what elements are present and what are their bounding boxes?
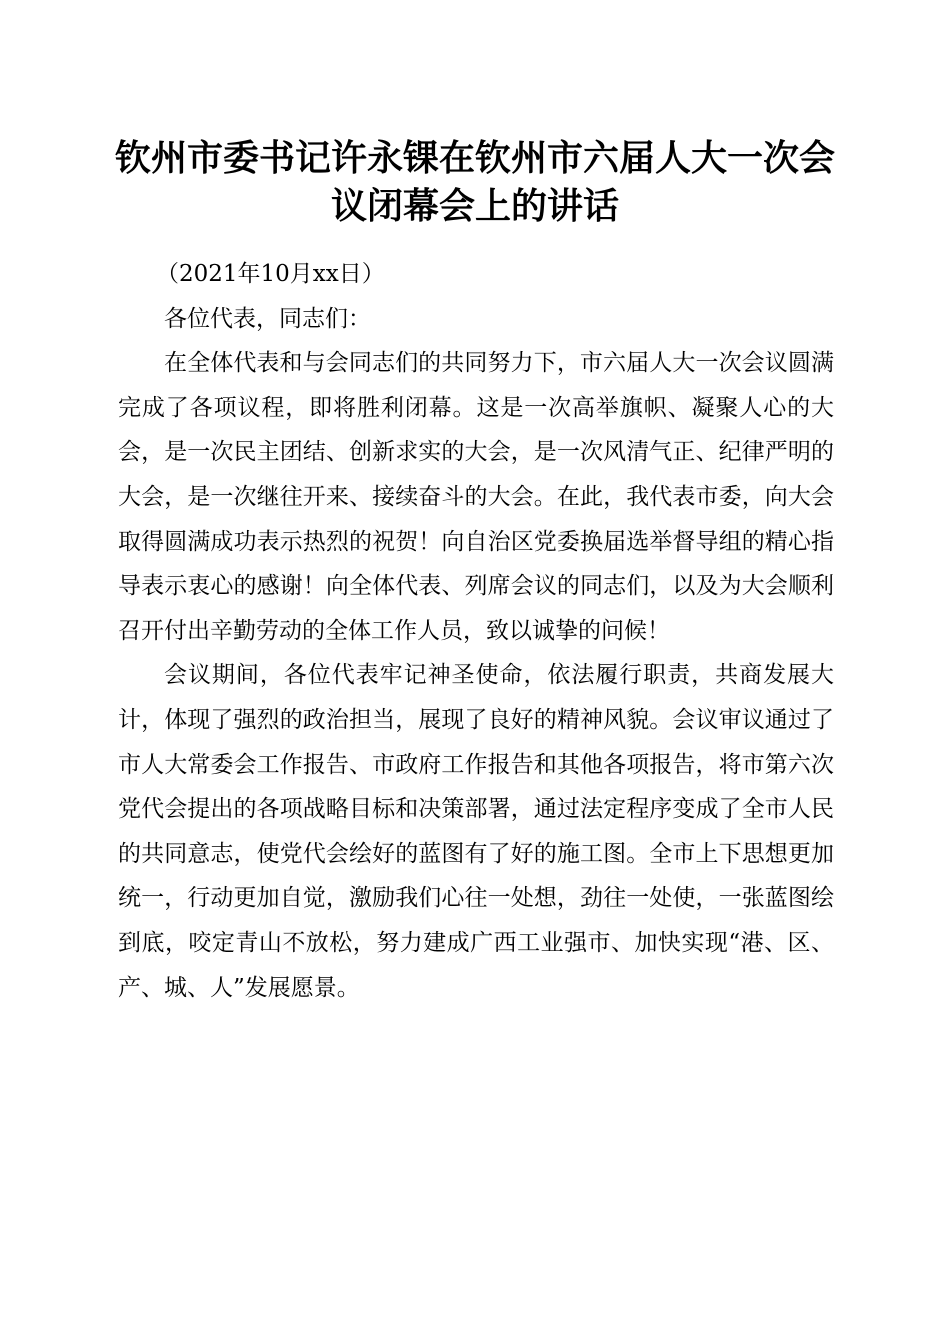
speech-date: （2021年10月xx日） bbox=[156, 261, 385, 287]
paragraph-2: 会议期间，各位代表牢记神圣使命，依法履行职责，共商发展大计，体现了强烈的政治担当，展现了良好的精神风貌。会议审议通过了市人大常委会工作报告、市政府工作报告和其他各项报告，将市第六次党代会提出的各项战略目标和决策部署，通过法定程序变成了全市人民的共同意志，使党代会绘好的蓝图有了好的施工图。全市上下思想更加统一，行动更加自觉，激励我们心往一处想，劲往一处使，一张蓝图绘到底，咬定青山不放松，努力建成广西工业强市、加快实现“港、区、产、城、人”发展愿景。 bbox=[118, 662, 834, 1001]
salutation: 各位代表，同志们： bbox=[164, 305, 371, 332]
title-line-2: 议闭幕会上的讲话 bbox=[330, 185, 619, 227]
document-body bbox=[118, 252, 834, 1010]
document-title bbox=[100, 134, 850, 230]
paragraph-1: 在全体代表和与会同志们的共同努力下，市六届人大一次会议圆满完成了各项议程，即将胜利闭幕。这是一次高举旗帜、凝聚人心的大会，是一次民主团结、创新求实的大会，是一次风清气正、纪律严明的大会，是一次继往开来、接续奋斗的大会。在此，我代表市委，向大会取得圆满成功表示热烈的祝贺！向自治区党委换届选举督导组的精心指导表示衷心的感谢！向全体代表、列席会议的同志们，以及为大会顺利召开付出辛勤劳动的全体工作人员，致以诚挚的问候！ bbox=[118, 350, 834, 644]
title-line-1: 钦州市委书记许永锞在钦州市六届人大一次会 bbox=[114, 137, 835, 179]
